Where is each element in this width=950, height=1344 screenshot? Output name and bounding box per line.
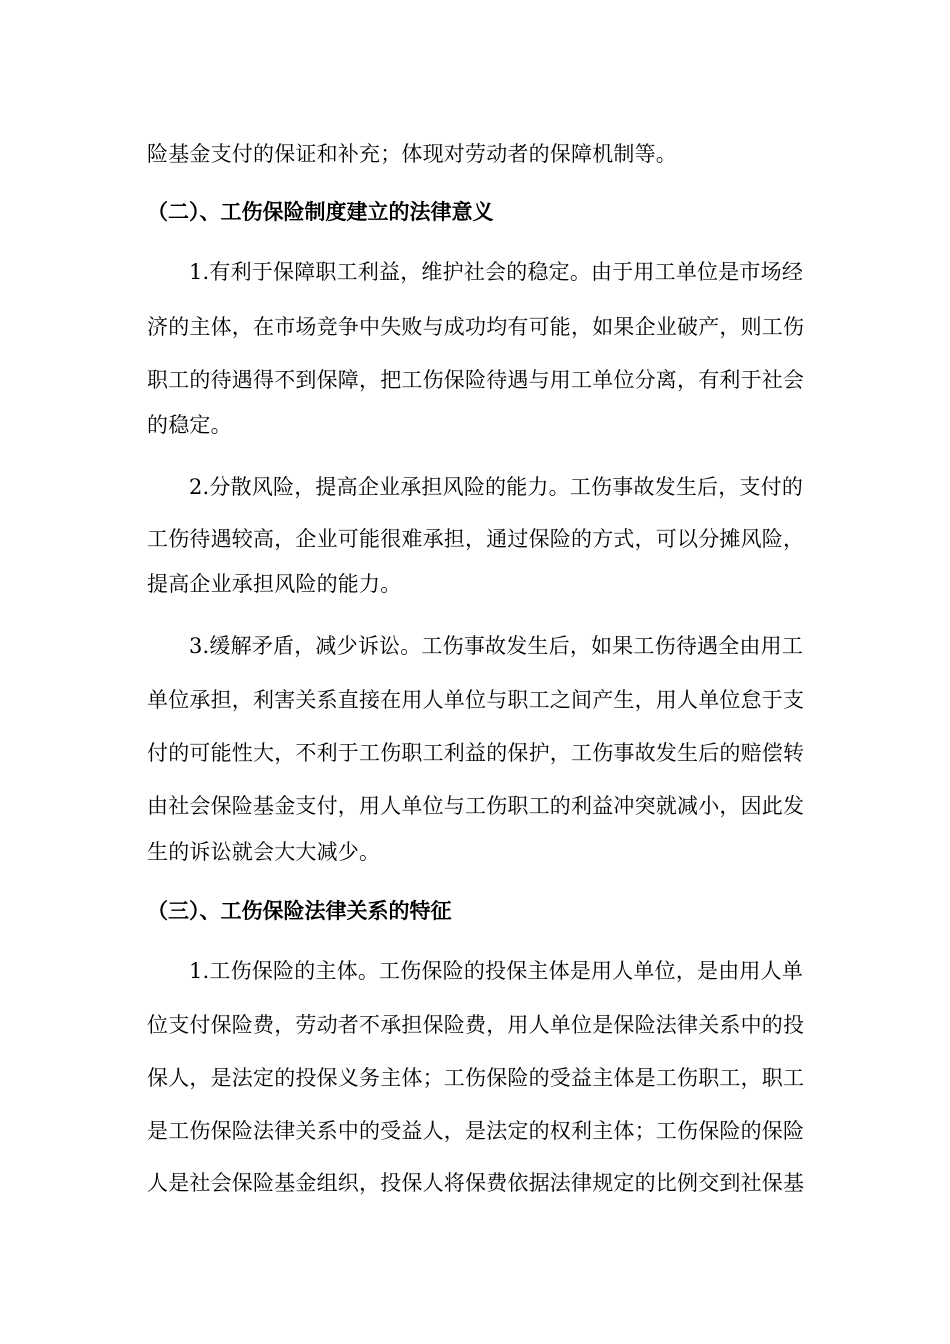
- paragraph-line: 工伤待遇较高，企业可能很难承担，通过保险的方式，可以分摊风险，: [147, 527, 805, 551]
- paragraph-line: 职工的待遇得不到保障，把工伤保险待遇与用工单位分离，有利于社会: [147, 368, 805, 392]
- paragraph-line: 由社会保险基金支付，用人单位与工伤职工的利益冲突就减小，因此发: [147, 794, 805, 818]
- paragraph-line: 的稳定。: [147, 413, 232, 437]
- paragraph-line: 生的诉讼就会大大减少。: [147, 840, 381, 864]
- paragraph-line: 付的可能性大，不利于工伤职工利益的保护，工伤事故发生后的赔偿转: [147, 741, 805, 765]
- paragraph-line: 险基金支付的保证和补充；体现对劳动者的保障机制等。: [147, 142, 677, 166]
- paragraph-line: 2.分散风险，提高企业承担风险的能力。工伤事故发生后，支付的: [189, 475, 804, 499]
- paragraph-line: 提高企业承担风险的能力。: [147, 572, 402, 596]
- section-heading-2: （二）、工伤保险制度建立的法律意义: [147, 199, 494, 224]
- paragraph-line: 济的主体，在市场竞争中失败与成功均有可能，如果企业破产，则工伤: [147, 315, 805, 339]
- paragraph-line: 保人，是法定的投保义务主体；工伤保险的受益主体是工伤职工，职工: [147, 1066, 805, 1090]
- paragraph-line: 人是社会保险基金组织，投保人将保费依据法律规定的比例交到社保基: [147, 1171, 805, 1195]
- paragraph-line: 1.工伤保险的主体。工伤保险的投保主体是用人单位，是由用人单: [189, 959, 804, 983]
- section-heading-3: （三）、工伤保险法律关系的特征: [147, 898, 452, 923]
- paragraph-line: 单位承担，利害关系直接在用人单位与职工之间产生，用人单位怠于支: [147, 688, 805, 712]
- paragraph-line: 位支付保险费，劳动者不承担保险费，用人单位是保险法律关系中的投: [147, 1013, 805, 1037]
- paragraph-line: 是工伤保险法律关系中的受益人，是法定的权利主体；工伤保险的保险: [147, 1119, 805, 1143]
- paragraph-line: 1.有利于保障职工利益，维护社会的稳定。由于用工单位是市场经: [189, 260, 804, 284]
- paragraph-line: 3.缓解矛盾，减少诉讼。工伤事故发生后，如果工伤待遇全由用工: [189, 634, 804, 658]
